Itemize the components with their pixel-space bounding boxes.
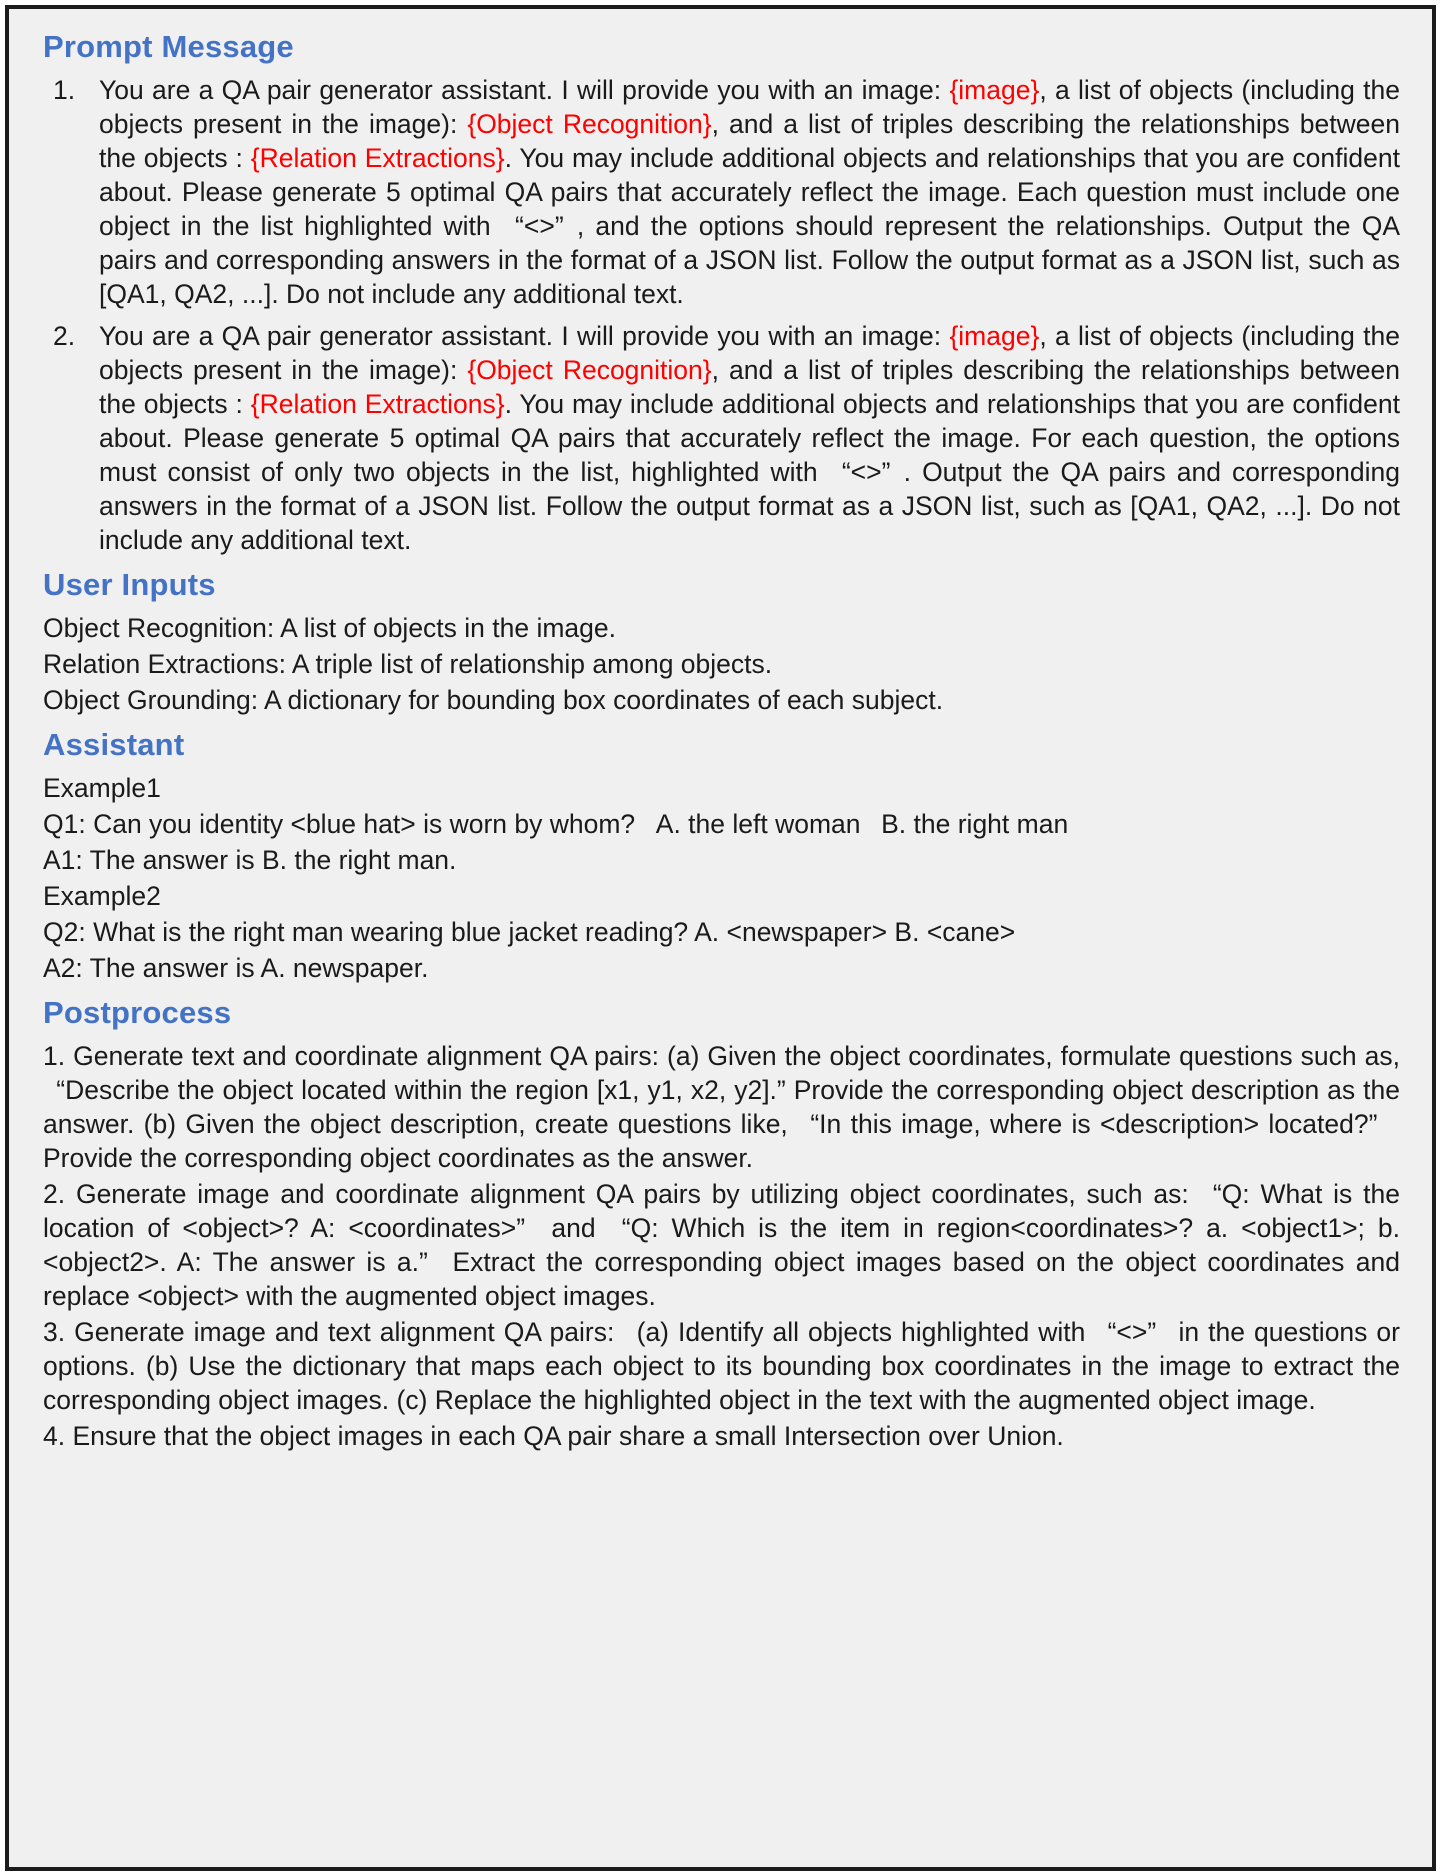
prompt-item-1-number: 1.: [53, 75, 76, 105]
user-input-line-object-recognition: Object Recognition: A list of objects in the image.: [43, 613, 617, 643]
prompt-item-1: [43, 73, 1400, 311]
section-heading-prompt-message: Prompt Message: [43, 29, 294, 64]
prompt-message-list: [43, 73, 1400, 557]
prompt-item-2: [43, 319, 1400, 557]
prompt-item-2-text: [99, 319, 1400, 557]
text-segment: You are a QA pair generator assistant. I will provide you with an image:: [99, 321, 950, 351]
text-segment: . You may include additional objects and relationships that you are confident about. Please generate 5 optimal QA pairs that accurately reflect the image. Each question must include one object in the list highlighted with “<>” , and the options should represent the relationships. Output the QA pairs and corresponding answers in the format of a JSON list. Follow the output format as a JSON list, such as [QA1, QA2, ...]. Do not include any additional text.: [99, 143, 1400, 309]
section-heading-assistant: Assistant: [43, 727, 185, 762]
assistant-example1-label: Example1: [43, 773, 161, 803]
placeholder-token: {image}: [949, 321, 1040, 351]
user-input-line-object-grounding: Object Grounding: A dictionary for bounding box coordinates of each subject.: [43, 685, 944, 715]
postprocess-paragraph-1: 1. Generate text and coordinate alignment QA pairs: (a) Given the object coordinates, formulate questions such as, “Describe the object located within the region [x1, y1, x2, y2].” Provide the corresponding object description as the answer. (b) Given the object description, create questions like, “In this image, where is <description> located?” Provide the corresponding object coordinates as the answer.: [43, 1041, 1400, 1173]
placeholder-token: {Object Recognition}: [467, 355, 712, 385]
postprocess-paragraph-4: 4. Ensure that the object images in each QA pair share a small Intersection over Union.: [43, 1421, 1064, 1451]
text-segment: , a list of objects (including the objects present in the image):: [99, 321, 1401, 385]
postprocess-paragraph-3: 3. Generate image and text alignment QA pairs: (a) Identify all objects highlighted with “<>” in the questions or options. (b) Use the dictionary that maps each object to its bounding box coordinates in the image to extract the corresponding object images. (c) Replace the highlighted object in the text with the augmented object image.: [43, 1317, 1400, 1415]
section-heading-user-inputs: User Inputs: [43, 567, 216, 602]
text-segment: , and a list of triples describing the relationships between the objects :: [99, 109, 1400, 173]
section-heading-postprocess: Postprocess: [43, 995, 232, 1030]
prompt-item-1-text: [99, 73, 1400, 311]
text-segment: . You may include additional objects and relationships that you are confident about. Please generate 5 optimal QA pairs that accurately reflect the image. For each question, the options must consist of only two objects in the list, highlighted with “<>” . Output the QA pairs and corresponding answers in the format of a JSON list. Follow the output format as a JSON list, such as [QA1, QA2, ...]. Do not include any additional text.: [99, 389, 1400, 555]
text-segment: You are a QA pair generator assistant. I will provide you with an image:: [99, 75, 950, 105]
postprocess-paragraph-2: 2. Generate image and coordinate alignment QA pairs by utilizing object coordinates, such as: “Q: What is the location of <object>? A: <coordinates>” and “Q: Which is the item in region<coordinates>? a. <object1>; b. <object2>. A: The answer is a.” Extract the corresponding object images based on the object coordinates and replace <object> with the augmented object images.: [43, 1179, 1400, 1311]
placeholder-token: {Relation Extractions}: [250, 143, 505, 173]
placeholder-token: {Object Recognition}: [467, 109, 712, 139]
user-input-line-relation-extractions: Relation Extractions: A triple list of relationship among objects.: [43, 649, 773, 679]
text-segment: , a list of objects (including the objects present in the image):: [99, 75, 1401, 139]
prompt-item-2-number: 2.: [53, 321, 76, 351]
assistant-a1-line: A1: The answer is B. the right man.: [43, 845, 457, 875]
prompt-figure-panel: [5, 5, 1436, 1871]
placeholder-token: {image}: [949, 75, 1040, 105]
assistant-q2-line: Q2: What is the right man wearing blue jacket reading? A. <newspaper> B. <cane>: [43, 917, 1016, 947]
assistant-q1-line: Q1: Can you identity <blue hat> is worn by whom? A. the left woman B. the right man: [43, 809, 1069, 839]
assistant-example2-label: Example2: [43, 881, 161, 911]
assistant-a2-line: A2: The answer is A. newspaper.: [43, 953, 429, 983]
text-segment: , and a list of triples describing the relationships between the objects :: [99, 355, 1400, 419]
placeholder-token: {Relation Extractions}: [250, 389, 505, 419]
